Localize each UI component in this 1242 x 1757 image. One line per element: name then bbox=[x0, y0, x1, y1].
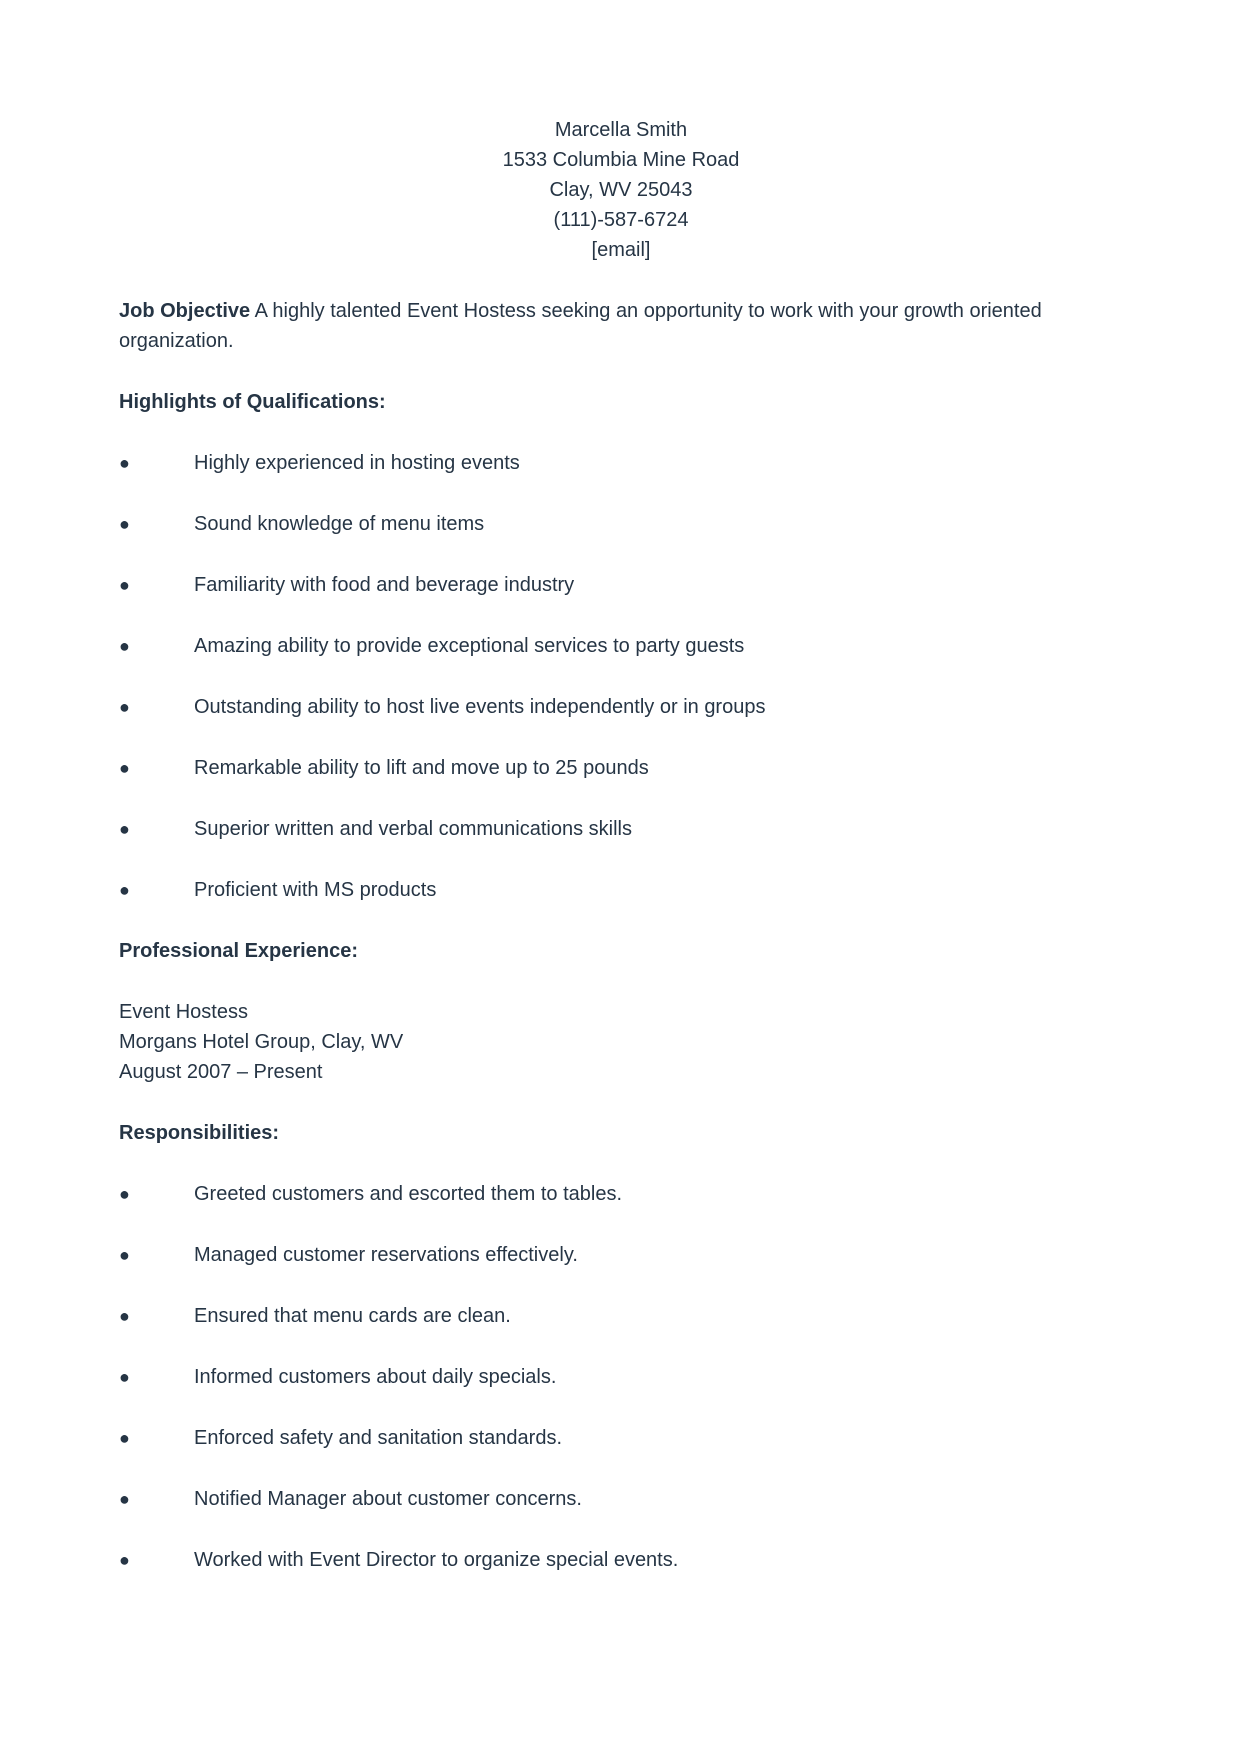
bullet-icon: ● bbox=[119, 1367, 130, 1387]
list-item bbox=[119, 1362, 1129, 1392]
email-address: [email] bbox=[591, 239, 651, 261]
bullet-icon: ● bbox=[119, 575, 130, 595]
responsibility-text: Worked with Event Director to organize special events. bbox=[194, 1549, 679, 1571]
qualification-text: Amazing ability to provide exceptional services to party guests bbox=[194, 635, 745, 657]
responsibilities-heading: Responsibilities: bbox=[119, 1122, 280, 1144]
qualification-text: Familiarity with food and beverage industry bbox=[194, 574, 575, 596]
qualification-text: Outstanding ability to host live events independently or in groups bbox=[194, 696, 766, 718]
bullet-icon: ● bbox=[119, 1428, 130, 1448]
bullet-icon: ● bbox=[119, 1306, 130, 1326]
job-title: Event Hostess bbox=[119, 1001, 248, 1023]
job-dates: August 2007 – Present bbox=[119, 1061, 323, 1083]
list-item bbox=[119, 1179, 1129, 1209]
list-item bbox=[119, 1545, 1129, 1575]
list-item bbox=[119, 753, 1129, 783]
qualification-text: Highly experienced in hosting events bbox=[194, 452, 520, 474]
list-item bbox=[119, 814, 1129, 844]
responsibility-text: Informed customers about daily specials. bbox=[194, 1366, 557, 1388]
responsibility-text: Greeted customers and escorted them to tables. bbox=[194, 1183, 622, 1205]
responsibility-text: Managed customer reservations effectively. bbox=[194, 1244, 578, 1266]
candidate-name: Marcella Smith bbox=[554, 119, 688, 141]
responsibility-text: Enforced safety and sanitation standards. bbox=[194, 1427, 563, 1449]
bullet-icon: ● bbox=[119, 697, 130, 717]
bullet-icon: ● bbox=[119, 1245, 130, 1265]
bullet-icon: ● bbox=[119, 880, 130, 900]
job-entry bbox=[119, 997, 1129, 1087]
bullet-icon: ● bbox=[119, 1184, 130, 1204]
job-company: Morgans Hotel Group, Clay, WV bbox=[119, 1031, 404, 1053]
bullet-icon: ● bbox=[119, 758, 130, 778]
qualification-text: Proficient with MS products bbox=[194, 879, 437, 901]
qualifications-heading: Highlights of Qualifications: bbox=[119, 391, 386, 413]
qualification-text: Superior written and verbal communications skills bbox=[194, 818, 632, 840]
list-item bbox=[119, 1240, 1129, 1270]
list-item bbox=[119, 509, 1129, 539]
job-objective-label: Job Objective bbox=[119, 300, 251, 322]
bullet-icon: ● bbox=[119, 819, 130, 839]
responsibility-text: Ensured that menu cards are clean. bbox=[194, 1305, 511, 1327]
experience-heading: Professional Experience: bbox=[119, 940, 358, 962]
resume-body bbox=[119, 296, 1129, 1606]
list-item bbox=[119, 1484, 1129, 1514]
list-item bbox=[119, 692, 1129, 722]
bullet-icon: ● bbox=[119, 636, 130, 656]
responsibilities-list bbox=[119, 1179, 1129, 1575]
phone-number: (111)-587-6724 bbox=[553, 209, 689, 231]
job-objective bbox=[119, 296, 1129, 356]
bullet-icon: ● bbox=[119, 514, 130, 534]
qualification-text: Remarkable ability to lift and move up to 25 pounds bbox=[194, 757, 649, 779]
qualifications-list bbox=[119, 448, 1129, 905]
responsibility-text: Notified Manager about customer concerns. bbox=[194, 1488, 582, 1510]
qualification-text: Sound knowledge of menu items bbox=[194, 513, 485, 535]
list-item bbox=[119, 448, 1129, 478]
bullet-icon: ● bbox=[119, 453, 130, 473]
list-item bbox=[119, 1423, 1129, 1453]
job-objective-text: A highly talented Event Hostess seeking an opportunity to work with your growth oriented organization. bbox=[119, 300, 1042, 352]
bullet-icon: ● bbox=[119, 1489, 130, 1509]
list-item bbox=[119, 1301, 1129, 1331]
list-item bbox=[119, 875, 1129, 905]
city-state-zip: Clay, WV 25043 bbox=[549, 179, 693, 201]
street-address: 1533 Columbia Mine Road bbox=[502, 149, 740, 171]
bullet-icon: ● bbox=[119, 1550, 130, 1570]
list-item bbox=[119, 631, 1129, 661]
contact-header bbox=[0, 115, 1242, 265]
list-item bbox=[119, 570, 1129, 600]
